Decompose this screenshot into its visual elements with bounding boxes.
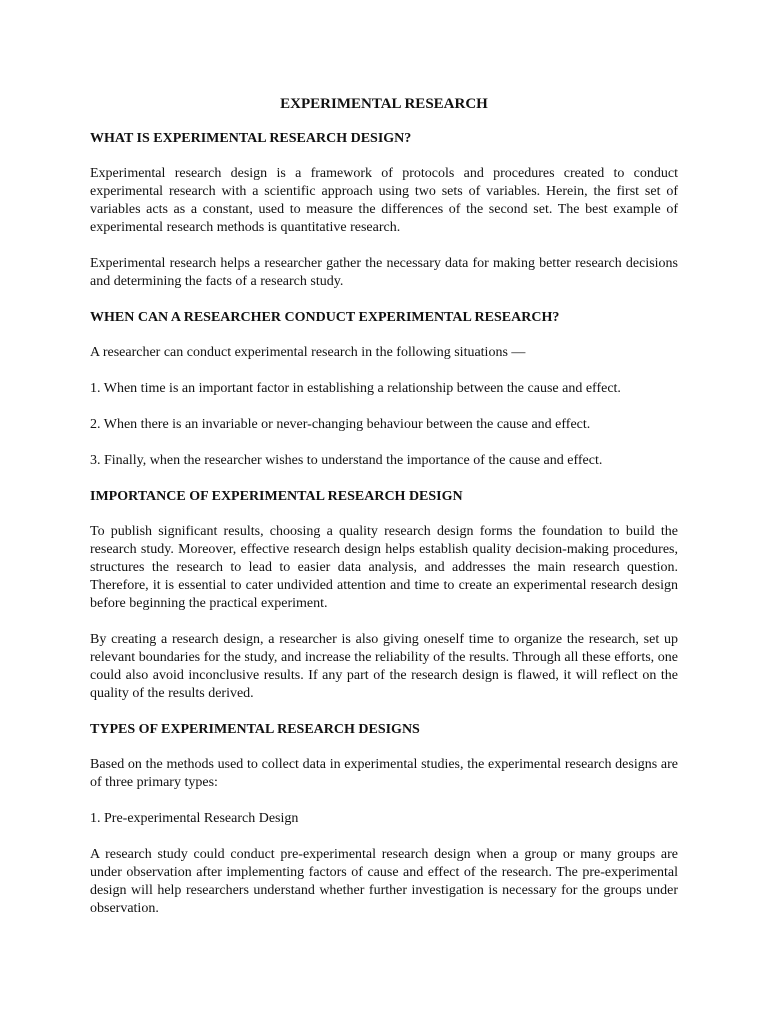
section-heading-what-is: WHAT IS EXPERIMENTAL RESEARCH DESIGN? xyxy=(90,131,412,146)
paragraph: Experimental research helps a researcher gather the necessary data for making better research decisions and determining the facts of a research study. xyxy=(90,256,678,289)
paragraph: A researcher can conduct experimental research in the following situations — xyxy=(90,345,526,360)
paragraph: By creating a research design, a researcher is also giving oneself time to organize the research, set up relevant boundaries for the study, and increase the reliability of the results. Through all these efforts, one could also avoid inconclusive results. If any part of the research design is flawed, it will reflect on the quality of the results derived. xyxy=(90,632,678,701)
list-item: 1. Pre-experimental Research Design xyxy=(90,811,299,826)
list-item: 2. When there is an invariable or never-changing behaviour between the cause and effect. xyxy=(90,417,591,432)
list-item: 3. Finally, when the researcher wishes to understand the importance of the cause and effect. xyxy=(90,453,603,468)
section-heading-when-can: WHEN CAN A RESEARCHER CONDUCT EXPERIMENTAL RESEARCH? xyxy=(90,310,560,325)
section-heading-importance: IMPORTANCE OF EXPERIMENTAL RESEARCH DESIGN xyxy=(90,489,463,504)
section-heading-types: TYPES OF EXPERIMENTAL RESEARCH DESIGNS xyxy=(90,722,420,737)
paragraph: Experimental research design is a framework of protocols and procedures created to conduct experimental research with a scientific approach using two sets of variables. Herein, the first set of variables acts as a constant, used to measure the differences of the second set. The best example of experimental research methods is quantitative research. xyxy=(90,166,678,235)
paragraph: To publish significant results, choosing a quality research design forms the foundation to build the research study. Moreover, effective research design helps establish quality decision-making procedures, structures the research to lead to easier data analysis, and addresses the main research question. Therefore, it is essential to cater undivided attention and time to create an experimental research design before beginning the practical experiment. xyxy=(90,524,678,611)
list-item: 1. When time is an important factor in establishing a relationship between the cause and effect. xyxy=(90,381,621,396)
document-title: EXPERIMENTAL RESEARCH xyxy=(280,96,488,112)
paragraph: Based on the methods used to collect data in experimental studies, the experimental research designs are of three primary types: xyxy=(90,757,678,790)
paragraph: A research study could conduct pre-experimental research design when a group or many groups are under observation after implementing factors of cause and effect of the research. The pre-experimental design will help researchers understand whether further investigation is necessary for the groups under observation. xyxy=(90,847,678,916)
